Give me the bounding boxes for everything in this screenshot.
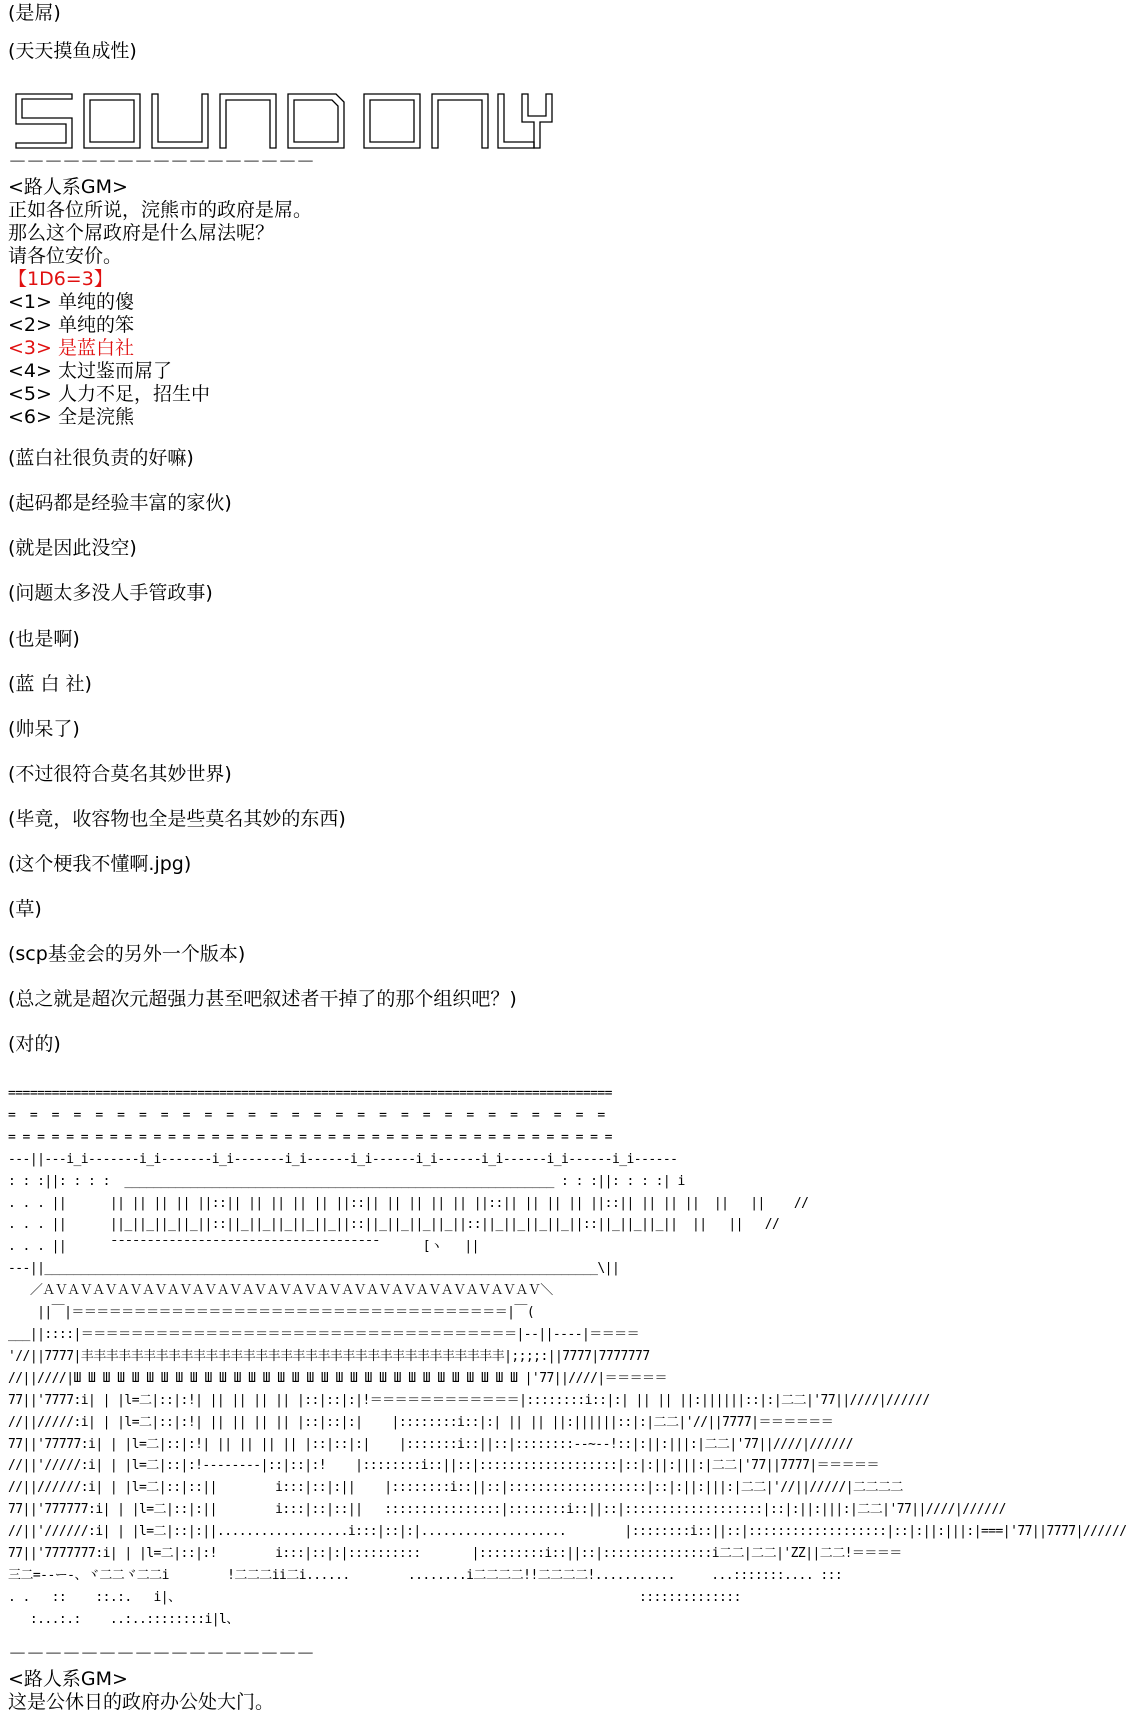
gm-label: <路人系GM> (8, 176, 128, 198)
comment-line: (是屌) (8, 2, 61, 24)
option-item: <6> 全是浣熊 (8, 406, 134, 428)
option-item: <1> 单纯的傻 (8, 291, 134, 313)
option-item-selected: <3> 是蓝白社 (8, 337, 134, 359)
comment-line: (问题太多没人手管政事) (8, 582, 213, 604)
comment-line: (蓝 白 社) (8, 673, 92, 695)
comment-line: (帅呆了) (8, 718, 80, 740)
comment-line: (总之就是超次元超强力甚至吧叙述者干掉了的那个组织吧？) (8, 988, 517, 1010)
intro-line: 请各位安价。 (8, 245, 123, 267)
comment-line: (对的) (8, 1033, 61, 1055)
ascii-art-government-gate: =================================================================================== = = = = = = = = = = = = = = = = = = = = = = = = = = = = = = = = = = = = = = = = = = = = = = = = = = = = = = = = = = = = = = = = = = = = = = ---||---i_i-------i_i-------i_i-------i_i------i_i------i_i------i_i------i_i------i_i------ : : :||: : : : ___________________________________________________________ : : :||: : : :| i . . . || || || || || ||::|| || || || || ||::|| || || || || ||::|| || || || ||::|| || || || || || // . . . || ||_||_||_||_||::||_||_||_||_||_||::||_||_||_||_||::||_||_||_||_||::||_||_||_|| || || // . . . || ̄ ̄ ̄ ̄ ̄ ̄ ̄ ̄ ̄ ̄ ̄ ̄ ̄ ̄ ̄ ̄ ̄ ̄ ̄ ̄ ̄ ̄ ̄ ̄ ̄ ̄ ̄ ̄ ̄ ̄ ̄ ̄ ̄ ̄ ̄ ̄ ̄ [ヽ || ---||____________________________________________________________________________\|| ／ＡＶＡＶＡＶＡＶＡＶＡＶＡＶＡＶＡＶＡＶＡＶＡＶＡＶＡＶＡＶＡＶＡＶＡＶＡＶＡＶ＼ ||￣|＝＝＝＝＝＝＝＝＝＝＝＝＝＝＝＝＝＝＝＝＝＝＝＝＝＝＝＝＝＝＝＝＝＝＝|￣( ___||::::|＝＝＝＝＝＝＝＝＝＝＝＝＝＝＝＝＝＝＝＝＝＝＝＝＝＝＝＝＝＝＝＝＝＝＝|--||----|＝＝＝＝ '//||7777|丰丰丰丰丰丰丰丰丰丰丰丰丰丰丰丰丰丰丰丰丰丰丰丰丰丰丰丰丰丰丰丰丰丰|;;;;:||7777|7777777 //||////|Ш Ш Ш Ш Ш Ш Ш Ш Ш Ш Ш Ш Ш Ш Ш Ш Ш Ш Ш Ш Ш Ш Ш Ш Ш Ш Ш Ш Ш Ш Ш |'77||////|＝＝＝＝＝ 77||'7777:i| | |l=二|::|:!| || || || || |::|::|:|!＝＝＝＝＝＝＝＝＝＝＝＝|::::::::i::|:| || || ||:||||||::|:|二二|'77||////|////// //||/////:i| | |l=二|::|:!| || || || || |::|::|:| |::::::::i::|:| || || ||:||||||::|:|二二|'//||7777|＝＝＝＝＝＝ 77||'77777:i| | |l=二|::|:!| || || || || |::|::|:| |:::::::i::||::|::::::::--~--!::|:||:|||:|二二|'77||////|////// //||'/////:i| | |l=二|::|:!--------|::|::|:! |::::::::i::||::|:::::::::::::::::::|::|:||:|||:|二二|'77||7777|＝＝＝＝＝ //||//////:i| | |l=二|::|::|| i:::|::|:|| |::::::::i::||::|:::::::::::::::::::|::|:||:|||:|二二|'//||/////|二二二二 77||'777777:i| | |l=二|::|:|| i:::|::|::|| ::::::::::::::::|::::::::i::||::|:::::::::::::::::::|::|:||:|||:|二二|'77||////|////// //||'//////:i| | |l=二|::|:||..................i:::|::|:|.................... |::::::::i::||::|:::::::::::::::::::|::|:||:|||:|===|'77||7777|////// 77||'7777777:i| | |l=二|::|:! i:::|::|:|:::::::::: |:::::::::i::||::|:::::::::::::::i二二|二二|'ZZ||二二!＝＝＝＝ 三二=--ー-、ヾ二二ヾ二二i !二二二ii二i...... ........i二二二二!!二二二二!........... ...:::::::.... ::: . . :: ::.:. i|、 :::::::::::::: :...:.: ..:..::::::::i|l、 (8, 1086, 1127, 1627)
option-item: <4> 太过鉴而屌了 (8, 360, 172, 382)
separator: －－－－－－－－－－－－－－－－－ (8, 1643, 315, 1665)
gm-label: <路人系GM> (8, 1668, 128, 1690)
comment-line: (scp基金会的另外一个版本) (8, 943, 246, 965)
comment-line: (草) (8, 898, 42, 920)
comment-line: (就是因此没空) (8, 537, 137, 559)
comment-line: (不过很符合莫名其妙世界) (8, 763, 232, 785)
comment-line: (这个梗我不懂啊.jpg) (8, 853, 192, 875)
intro-line: 那么这个屌政府是什么屌法呢？ (8, 222, 275, 244)
closing-text: 这是公休日的政府办公处大门。 (8, 1691, 275, 1713)
comment-line: (毕竟，收容物也全是些莫名其妙的东西) (8, 808, 346, 830)
option-item: <5> 人力不足，招生中 (8, 383, 210, 405)
sound-only-logo (14, 88, 554, 154)
comment-line: (起码都是经验丰富的家伙) (8, 492, 232, 514)
intro-line: 正如各位所说，浣熊市的政府是屌。 (8, 199, 313, 221)
option-item: <2> 单纯的笨 (8, 314, 134, 336)
comment-line: (天天摸鱼成性) (8, 40, 137, 62)
comment-line: (蓝白社很负责的好嘛) (8, 447, 194, 469)
comment-line: (也是啊) (8, 628, 80, 650)
dice-result: 【1D6=3】 (8, 268, 113, 290)
separator: －－－－－－－－－－－－－－－－－ (8, 151, 315, 173)
